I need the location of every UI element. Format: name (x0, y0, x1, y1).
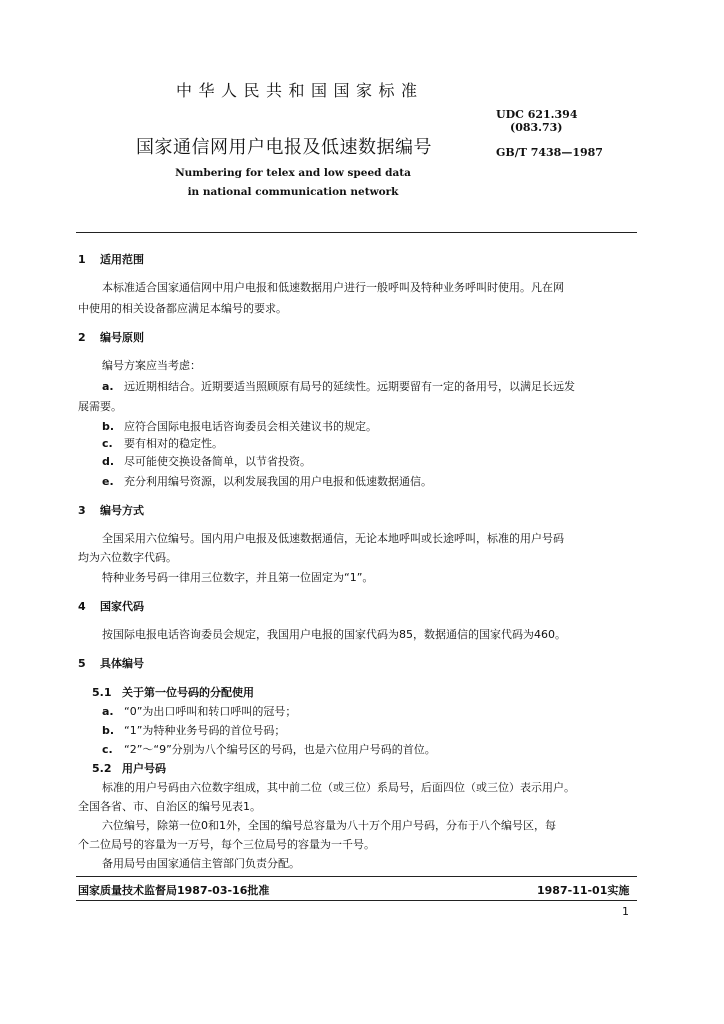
section-2-item-c: c. 要有相对的稳定性。 (102, 437, 223, 450)
standard-number: GB/T 7438—1987 (496, 146, 603, 159)
section-2-item-a: a. 远近期相结合。近期要适当照顾原有局号的延续性。远期要留有一定的备用号，以满足长远发 (102, 380, 575, 393)
section-1-paragraph-line2: 中使用的相关设备都应满足本编号的要求。 (78, 302, 287, 315)
standard-title: 中华人民共和国国家标准 (176, 81, 424, 100)
footer-divider (76, 876, 637, 877)
section-5-1-item-a: a. “0”为出口呼叫和转口呼叫的冠号； (102, 705, 297, 718)
section-5-1-heading: 5.1 关于第一位号码的分配使用 (92, 686, 254, 699)
section-2-item-d: d. 尽可能使交换设备简单，以节省投资。 (102, 455, 311, 468)
section-2-item-a-cont: 展需要。 (78, 400, 122, 413)
english-title-line2: in national communication network (187, 186, 399, 198)
section-5-2-paragraph2-line1: 六位编号，除第一位0和1外，全国的编号总容量为八十万个用户号码，分布于八个编号区，每 (102, 819, 556, 832)
section-1-paragraph-line1: 本标准适合国家通信网中用户电报和低速数据用户进行一般呼叫及特种业务呼叫时使用。凡在网 (102, 281, 564, 294)
section-3-paragraph-line1: 全国采用六位编号。国内用户电报及低速数据通信，无论本地呼叫或长途呼叫，标准的用户号码 (102, 532, 564, 545)
section-5-1-item-b: b. “1”为特种业务号码的首位号码； (102, 724, 286, 737)
section-2-item-b: b. 应符合国际电报电话咨询委员会相关建议书的规定。 (102, 420, 377, 433)
section-3-paragraph-2: 特种业务号码一律用三位数字，并且第一位固定为“1”。 (102, 571, 374, 584)
english-title-line1: Numbering for telex and low speed data (175, 167, 411, 179)
implementation-date: 1987-11-01实施 (537, 884, 630, 897)
section-2-heading: 2 编号原则 (78, 331, 144, 344)
section-3-paragraph-line2: 均为六位数字代码。 (78, 551, 177, 564)
footer-bottom-rule (76, 900, 637, 901)
section-4-heading: 4 国家代码 (78, 600, 144, 613)
udc-code: UDC 621.394 (496, 108, 578, 121)
document-title: 国家通信网用户电报及低速数据编号 (136, 137, 432, 158)
udc-code-sub: (083.73) (510, 121, 563, 134)
section-2-item-e: e. 充分利用编号资源，以利发展我国的用户电报和低速数据通信。 (102, 475, 432, 488)
section-5-2-heading: 5.2 用户号码 (92, 762, 166, 775)
header-divider (76, 232, 637, 233)
approval-date: 国家质量技术监督局1987-03-16批准 (78, 884, 270, 897)
section-4-paragraph: 按国际电报电话咨询委员会规定，我国用户电报的国家代码为85，数据通信的国家代码为460。 (102, 628, 566, 641)
section-5-heading: 5 具体编号 (78, 657, 144, 670)
section-2-intro: 编号方案应当考虑： (102, 359, 201, 372)
section-5-1-item-c: c. “2”～“9”分别为八个编号区的号码，也是六位用户号码的首位。 (102, 743, 436, 756)
page-number: 1 (622, 905, 629, 918)
section-5-2-paragraph-3: 备用局号由国家通信主管部门负责分配。 (102, 857, 300, 870)
section-5-2-paragraph2-line2: 个二位局号的容量为一万号，每个三位局号的容量为一千号。 (78, 838, 375, 851)
section-1-heading: 1 适用范围 (78, 253, 144, 266)
section-3-heading: 3 编号方式 (78, 504, 144, 517)
section-5-2-paragraph-line1: 标准的用户号码由六位数字组成，其中前二位（或三位）系局号，后面四位（或三位）表示用户。 (102, 781, 575, 794)
section-5-2-paragraph-line2: 全国各省、市、自治区的编号见表1。 (78, 800, 261, 813)
